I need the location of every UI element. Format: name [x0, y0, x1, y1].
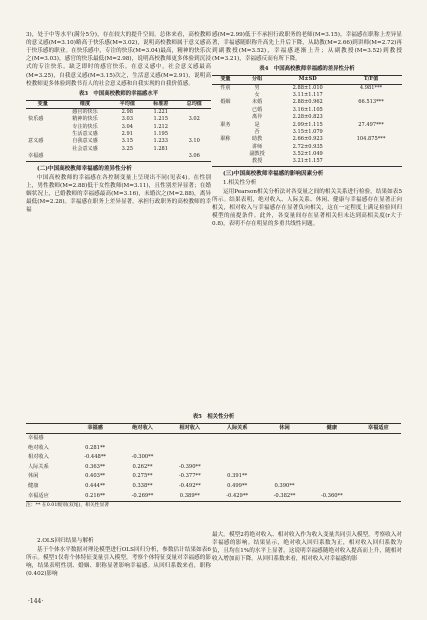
table-header: 健康: [326, 424, 338, 431]
table-header: 变量: [37, 100, 48, 107]
table-row: 幸福感 3.06: [26, 153, 211, 161]
page-number: ·144·: [28, 598, 44, 605]
table-header: M±SD: [298, 76, 317, 83]
table-header: 人际关系: [226, 424, 248, 431]
section-heading: (二)中国高校教师幸福感的差异性分析: [37, 165, 132, 172]
table5-block: [26, 411, 401, 510]
table-header: 变量: [220, 76, 231, 83]
table-header: 总均值: [186, 100, 202, 107]
table3: [26, 100, 211, 162]
table-header: 平均值: [119, 100, 135, 107]
table-row: 性别 男 2.88±1.010 4.981***: [220, 84, 383, 91]
table4-caption: 表4 中国高校教师幸福感的差异性分析: [259, 66, 355, 73]
table5: [26, 423, 401, 502]
table-row: 感官的快乐 2.98 1.221: [72, 108, 169, 115]
left-column: [26, 31, 211, 214]
bottom-right-text: [212, 531, 402, 563]
table-row: 讲师 2.72±0.935: [252, 143, 323, 150]
table-header: 相对收入: [179, 424, 201, 431]
table-row: 意义感 自我意义感 3.15 1.233 3.10: [28, 138, 200, 145]
body-paragraph: 运用Pearson相关分析法对各变量之间的相关关系进行检验，结果如表5所示。结果表明，绝对收入、人际关系、休闲、健康与幸福感存在显著正向相关，相对收入与幸福感存在显著负向相关，这在一定程度上满足检验回归模型的前提条件。此外，各变量间存在显著相关但未达到高相关度(r大于0.8)，表明不存在明显的多重共线性问题。: [212, 188, 402, 228]
table-row: 生活意义感 2.91 1.195: [72, 131, 169, 138]
bottom-left-text: [26, 536, 211, 579]
table-header: 维度: [79, 100, 91, 107]
table-row: 职称 助教 2.66±0.923 104.875***: [220, 136, 386, 143]
table3-caption: 表3 中国高校教师的幸福感水平: [78, 90, 159, 97]
table-row: 离异 2.28±0.823: [252, 114, 323, 121]
table-row: 健康 0.444** 0.338** -0.492** 0.499** 0.390**: [28, 483, 295, 490]
table-note: 注：** 在0.01级别(双尾)，相关性显著: [26, 503, 110, 509]
table-header: 绝对收入: [132, 424, 153, 431]
section-heading: (三)中国高校教师幸福感的影响因素分析: [223, 170, 324, 177]
table-row: 副教授 3.52±1.049: [249, 151, 323, 158]
table-row: 相对收入 -0.448** -0.300**: [28, 454, 154, 461]
subsection-heading: 1.相关性分析: [223, 179, 257, 186]
table-header: T/F值: [363, 76, 379, 83]
table-row: 休闲 0.403** 0.275** -0.377** 0.391**: [28, 473, 248, 480]
body-paragraph: 3)，处于中等水平(满分5分)，存在较大的提升空间。总体来看，高校教师的意义感(M=3.10)略高于快乐感(M=3.02)，说明高校教师属于意义感高于快乐感的职业。在快乐感中，专注的快乐(M=3.04)最高，精神的快乐次之(M=3.03)，感官的快乐最低(M=2.98)，说明高校教师更多体验到沉浸式的专注快乐，缺乏即时的感官快乐。在意义感中，社会意义感最高(M=3.25)，自我意义感(M=3.15)次之，生活意义感(M=2.91)，说明高校教师更多体验到教书育人的社会意义感和自我实现的自我价值感。: [26, 32, 211, 87]
table-header: 标准差: [153, 100, 169, 107]
table-header: 幸福感: [87, 424, 103, 431]
table-header: 分组: [252, 76, 263, 83]
body-paragraph: 最大。模型2将绝对收入、相对收入作为收入变量共同引入模型，考察收入对幸福感的影响。结果显示，绝对收入回归系数为正，相对收入回归系数为负，且均在1%的水平上显著。这说明幸福感随绝对收入提高而上升，随相对收入增加而下降。从回归系数来看，相对收入对幸福感的影: [212, 532, 402, 563]
body-paragraph: 感(M=2.99)低于不承担行政职务的老师(M=3.15)。幸福感在职称上差异显著，幸福感随职称升高先上升后下降，从助教(M=2.66)到讲师(M=2.72)再到副教授(M=3.52)，幸福感逐渐上升；从副教授(M=3.52)到教授(M=3.21)，幸福感反而有所下降。: [212, 32, 402, 63]
table-row: 已婚 3.16±1.105: [252, 106, 323, 113]
body-paragraph: 中国高校教师的幸福感在各控制变量上呈现出不同(见表4)。在性别上，男性教师(M=2.88)低于女性教师(M=3.11)，且性别差异显著；在婚姻状况上，已婚教师的幸福感最高(M=3.16)，未婚次之(M=2.88)，离异最低(M=2.28)。幸福感在职务上差异显著，承担行政职务的高校教师的幸福: [26, 174, 211, 214]
table-row: 幸福感: [28, 435, 44, 442]
table4: [212, 75, 402, 167]
table-row: 否 3.15±1.079: [254, 128, 323, 135]
table-row: 幸福适应 0.216** -0.269** 0.389** -0.429** -0.382** -0.360**: [26, 492, 401, 502]
table-row: 人际关系 0.363** 0.262** -0.390**: [28, 463, 201, 470]
subsection-heading: 2.OLS回归结果与解析: [37, 538, 94, 544]
table-header: 幸福适应: [367, 424, 389, 431]
table-row: 婚姻 未婚 2.88±0.962 66.513***: [220, 99, 384, 106]
table-row: 女 3.11±1.117: [254, 92, 323, 99]
table-header: [26, 423, 71, 434]
right-column: [212, 31, 402, 229]
table5-caption: 表5 相关性分析: [192, 414, 235, 420]
table-row: 专注的快乐 3.04 1.212: [72, 123, 169, 130]
table-row: 社会意义感 3.25 1.281: [72, 145, 169, 152]
table-row: 快乐感 精神的快乐 3.03 1.215 3.02: [28, 116, 200, 123]
table-row: 绝对收入 0.281**: [28, 444, 106, 451]
table-row: 职务 是 2.99±1.115 27.497***: [220, 121, 384, 128]
table-header: 休闲: [279, 424, 290, 431]
table-row: 教授 3.21±1.157: [212, 158, 402, 166]
body-paragraph: 基于个体水平数据对理论模型进行OLS回归分析，参数估计结果如表6所示。模型1仅将个体特征变量引入模型，考察个体特征变量对幸福感的影响，结果表明性别、婚姻、职称显著影响幸福感。从回归系数来看，职称(0.402)影响: [26, 547, 211, 578]
